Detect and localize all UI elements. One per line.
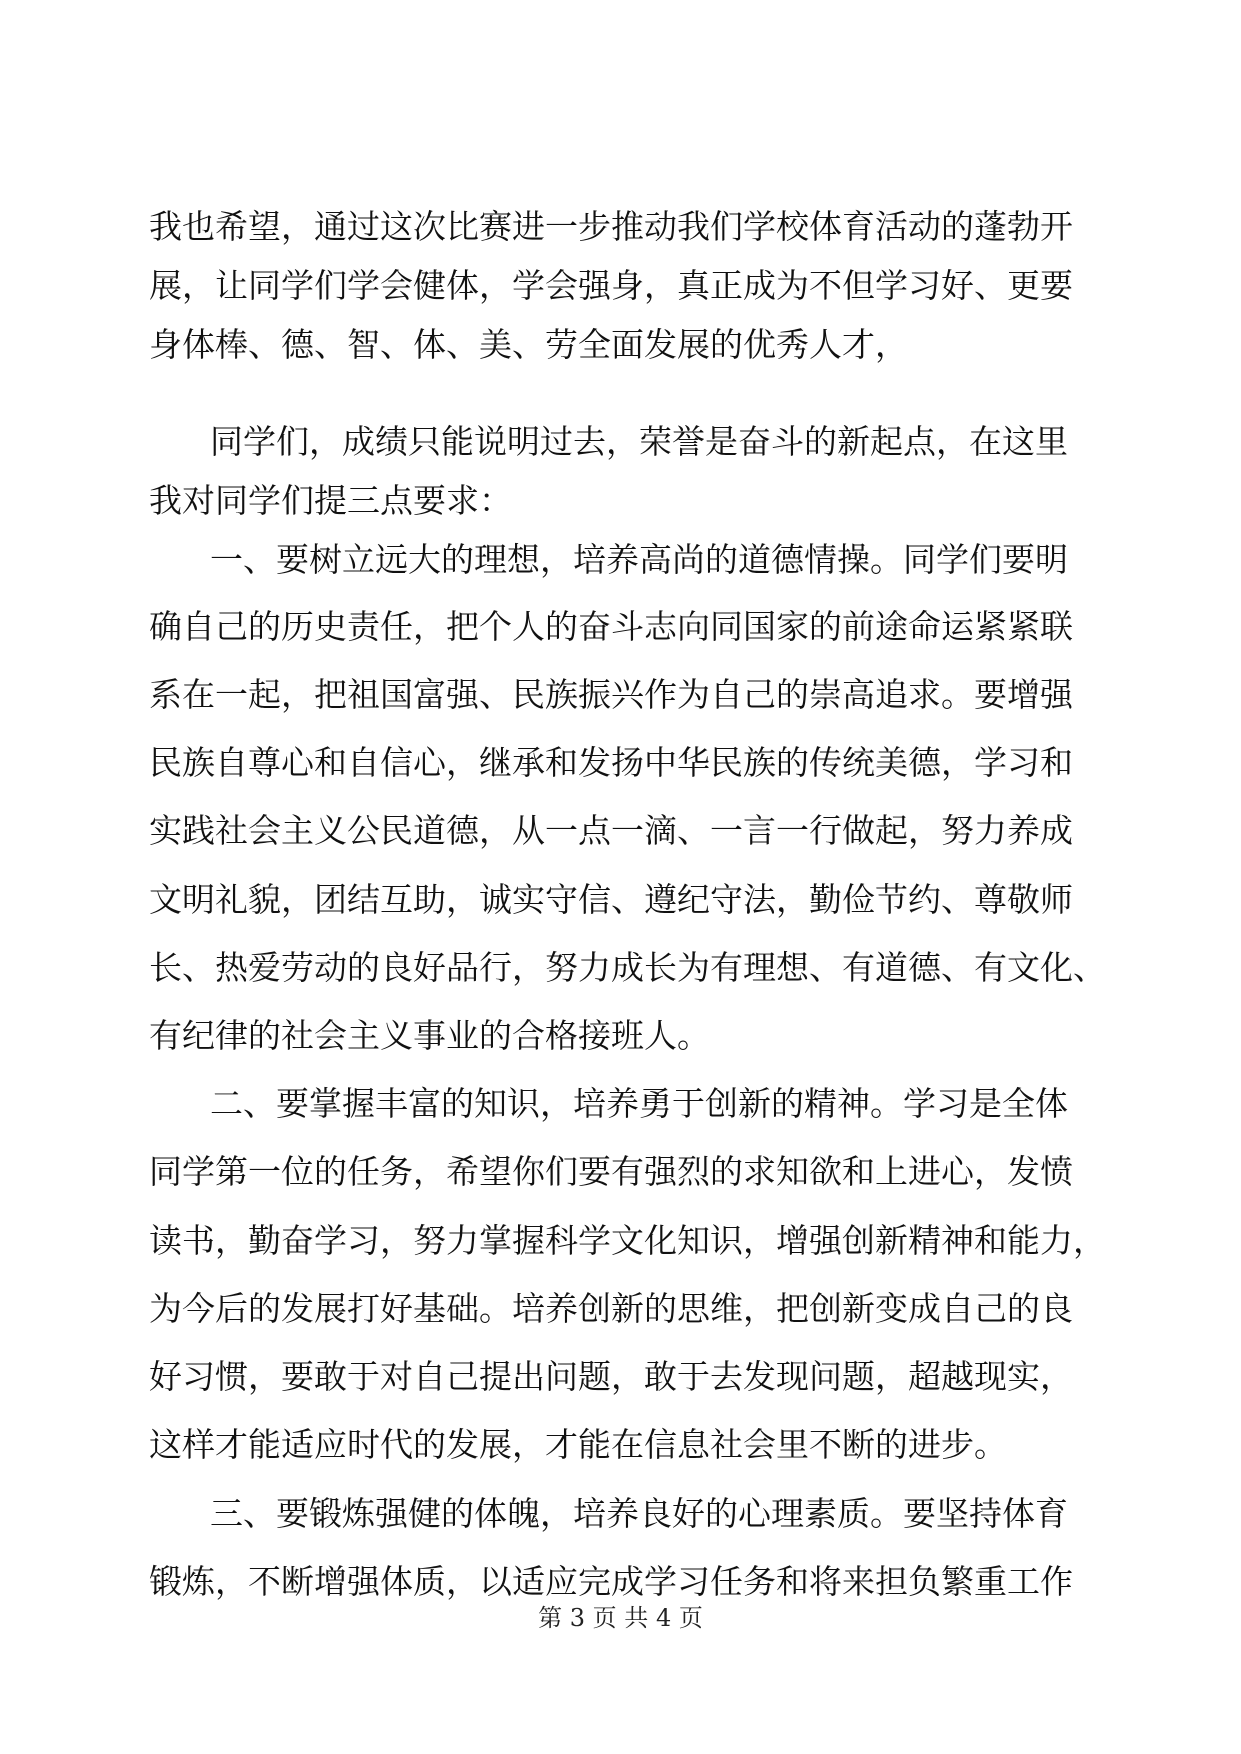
text-line-content: 二、要掌握丰富的知识，培养勇于创新的精神。学习是全体 [210, 1084, 1068, 1123]
text-line-content: 文明礼貌，团结互助，诚实守信、遵纪守法，勤俭节约、尊敬师 [149, 880, 1073, 919]
text-line [0, 471, 1241, 531]
text-line-content: 读书，勤奋学习，努力掌握科学文化知识，增强创新精神和能力， [149, 1221, 1106, 1260]
page-footer: 第 3 页 共 4 页 [538, 1604, 703, 1632]
text-line [0, 197, 1241, 257]
text-line [0, 1074, 1241, 1134]
text-line-content: 同学第一位的任务，希望你们要有强烈的求知欲和上进心，发愤 [149, 1152, 1073, 1191]
text-line-content: 同学们，成绩只能说明过去，荣誉是奋斗的新起点，在这里 [210, 422, 1068, 461]
text-line [0, 1279, 1241, 1339]
text-line-content: 确自己的历史责任，把个人的奋斗志向同国家的前途命运紧紧联 [149, 607, 1073, 646]
text-line [0, 733, 1241, 793]
text-line [0, 870, 1241, 930]
text-line [0, 1347, 1241, 1407]
text-line-content: 我也希望，通过这次比赛进一步推动我们学校体育活动的蓬勃开 [149, 207, 1073, 246]
text-line-content: 为今后的发展打好基础。培养创新的思维，把创新变成自己的良 [149, 1289, 1073, 1328]
text-line-content: 民族自尊心和自信心，继承和发扬中华民族的传统美德，学习和 [149, 743, 1073, 782]
text-line [0, 1484, 1241, 1544]
text-line [0, 315, 1241, 375]
text-line-content: 有纪律的社会主义事业的合格接班人。 [149, 1016, 710, 1055]
text-line-content: 我对同学们提三点要求： [149, 481, 512, 520]
text-line [0, 938, 1241, 998]
text-line-content: 身体棒、德、智、体、美、劳全面发展的优秀人才， [149, 325, 908, 364]
text-line [0, 530, 1241, 590]
text-line-content: 展，让同学们学会健体，学会强身，真正成为不但学习好、更要 [149, 266, 1073, 305]
text-line-content: 好习惯，要敢于对自己提出问题，敢于去发现问题，超越现实， [149, 1357, 1073, 1396]
text-line [0, 665, 1241, 725]
text-line [0, 801, 1241, 861]
text-line-content: 一、要树立远大的理想，培养高尚的道德情操。同学们要明 [210, 540, 1068, 579]
text-line-content: 这样才能适应时代的发展，才能在信息社会里不断的进步。 [149, 1425, 1007, 1464]
text-line [0, 256, 1241, 316]
text-line [0, 412, 1241, 472]
text-line-content: 长、热爱劳动的良好品行，努力成长为有理想、有道德、有文化、 [149, 948, 1106, 987]
text-line-content: 锻炼，不断增强体质，以适应完成学习任务和将来担负繁重工作 [149, 1562, 1073, 1601]
text-line-content: 系在一起，把祖国富强、民族振兴作为自己的崇高追求。要增强 [149, 675, 1073, 714]
text-line-content: 三、要锻炼强健的体魄，培养良好的心理素质。要坚持体育 [210, 1494, 1068, 1533]
text-line [0, 1211, 1241, 1271]
text-line-content: 实践社会主义公民道德，从一点一滴、一言一行做起，努力养成 [149, 811, 1073, 850]
text-line [0, 597, 1241, 657]
text-line [0, 1006, 1241, 1066]
text-line [0, 1142, 1241, 1202]
text-line [0, 1415, 1241, 1475]
